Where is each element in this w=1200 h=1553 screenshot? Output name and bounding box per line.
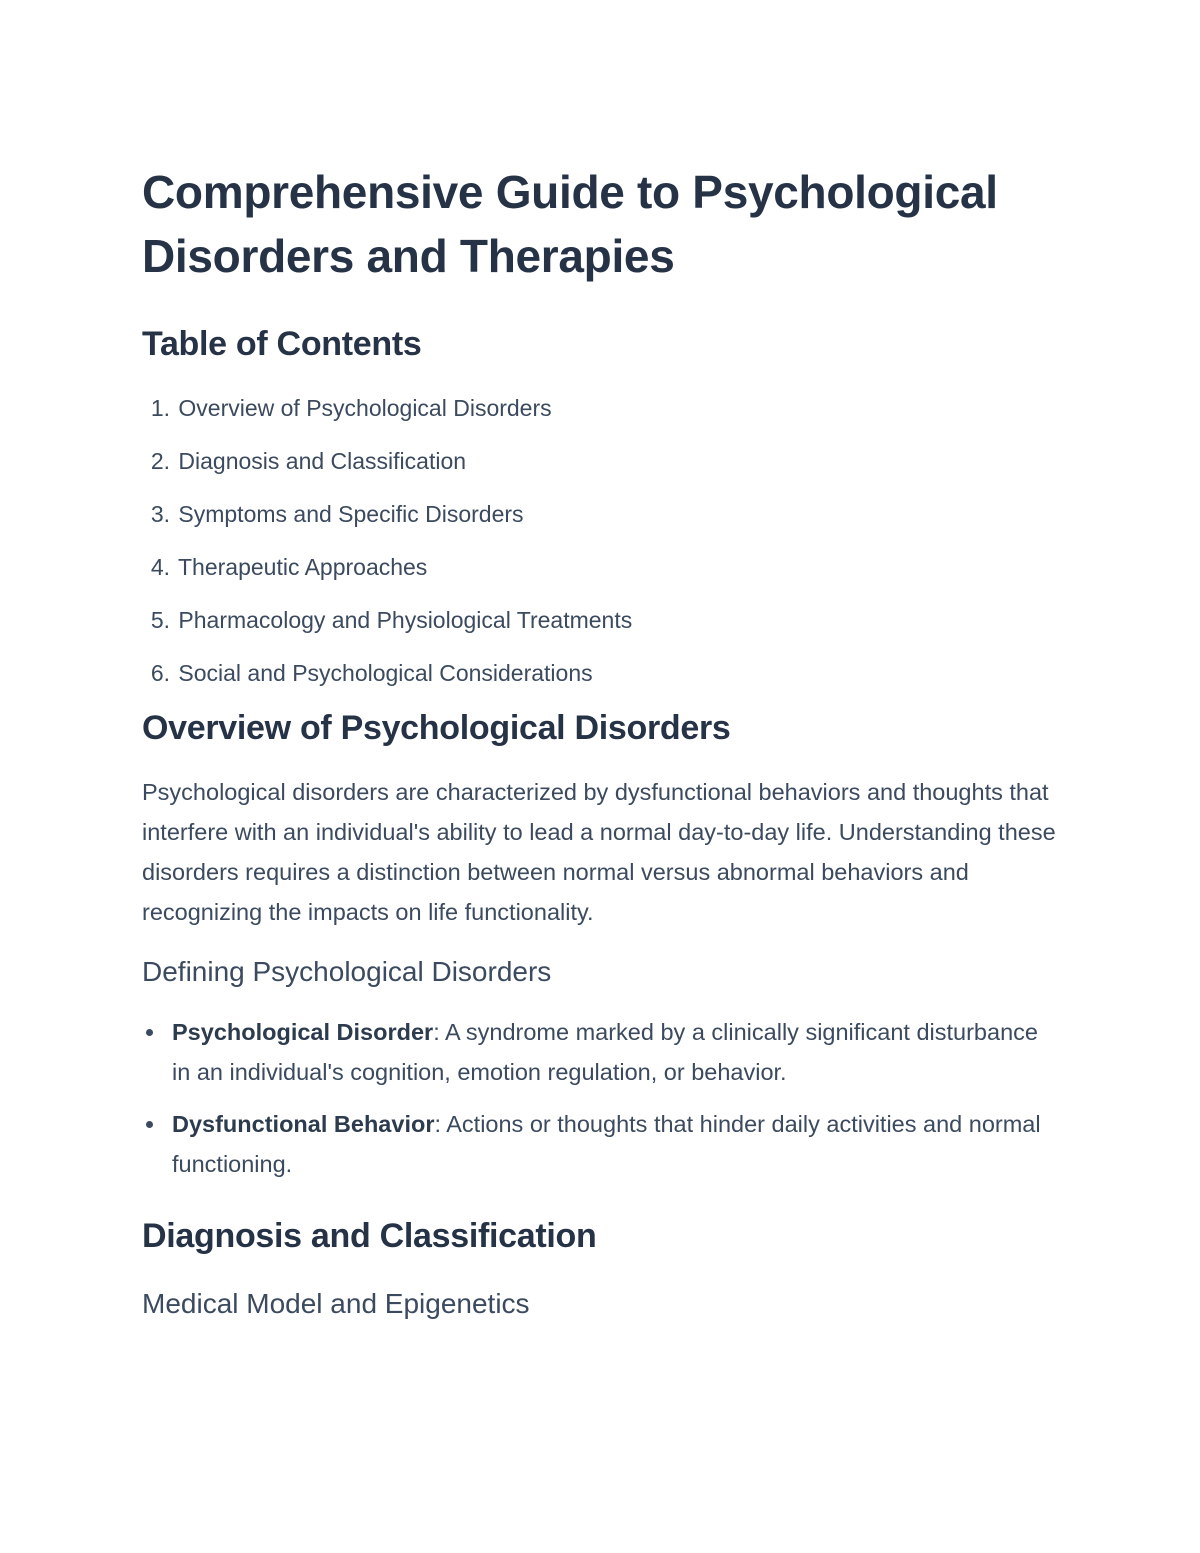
toc-item-number: 4. bbox=[150, 554, 170, 580]
toc-item-number: 5. bbox=[150, 607, 170, 633]
toc-item[interactable] bbox=[142, 445, 1062, 477]
toc-item[interactable] bbox=[142, 604, 1062, 636]
toc-heading: Table of Contents bbox=[142, 325, 422, 363]
toc-item-number: 6. bbox=[150, 660, 170, 686]
subsection-heading-defining: Defining Psychological Disorders bbox=[142, 956, 552, 987]
subsection-heading-medical-model: Medical Model and Epigenetics bbox=[142, 1288, 530, 1319]
toc-item[interactable] bbox=[142, 498, 1062, 530]
toc-item-number: 2. bbox=[150, 448, 170, 474]
document-page bbox=[142, 160, 1062, 1324]
definition-item bbox=[142, 1012, 1062, 1092]
definition-item bbox=[142, 1104, 1062, 1184]
definition-text: : A syndrome marked by a clinically significant disturbance in an individual's cognition, emotion regulation, or behavior. bbox=[172, 1019, 1038, 1085]
toc-item-label[interactable]: Social and Psychological Considerations bbox=[178, 660, 593, 686]
toc-item[interactable] bbox=[142, 392, 1062, 424]
overview-paragraph: Psychological disorders are characterized by dysfunctional behaviors and thoughts that interfere with an individual's ability to lead a normal day-to-day life. Understanding these disorders requires a distinction between normal versus abnormal behaviors and recognizing the impacts on life functionality. bbox=[142, 779, 1056, 925]
table-of-contents bbox=[142, 392, 1062, 689]
bullet-icon bbox=[146, 1029, 153, 1036]
definition-term: Dysfunctional Behavior bbox=[172, 1111, 435, 1137]
definition-list bbox=[142, 1012, 1062, 1184]
toc-item-number: 1. bbox=[150, 395, 170, 421]
section-heading-diagnosis: Diagnosis and Classification bbox=[142, 1217, 597, 1255]
toc-item-label[interactable]: Pharmacology and Physiological Treatments bbox=[178, 607, 633, 633]
bullet-icon bbox=[146, 1121, 153, 1128]
toc-item-label[interactable]: Overview of Psychological Disorders bbox=[178, 395, 552, 421]
document-title: Comprehensive Guide to Psychological Disorders and Therapies bbox=[142, 166, 998, 282]
toc-item-number: 3. bbox=[150, 501, 170, 527]
toc-item-label[interactable]: Therapeutic Approaches bbox=[177, 554, 428, 580]
toc-item[interactable] bbox=[142, 551, 1062, 583]
toc-item-label[interactable]: Diagnosis and Classification bbox=[178, 448, 467, 474]
toc-item-label[interactable]: Symptoms and Specific Disorders bbox=[178, 501, 524, 527]
toc-item[interactable] bbox=[142, 657, 1062, 689]
definition-text: : Actions or thoughts that hinder daily activities and normal functioning. bbox=[172, 1111, 1041, 1177]
section-heading-overview: Overview of Psychological Disorders bbox=[142, 709, 731, 747]
definition-term: Psychological Disorder bbox=[172, 1019, 434, 1045]
